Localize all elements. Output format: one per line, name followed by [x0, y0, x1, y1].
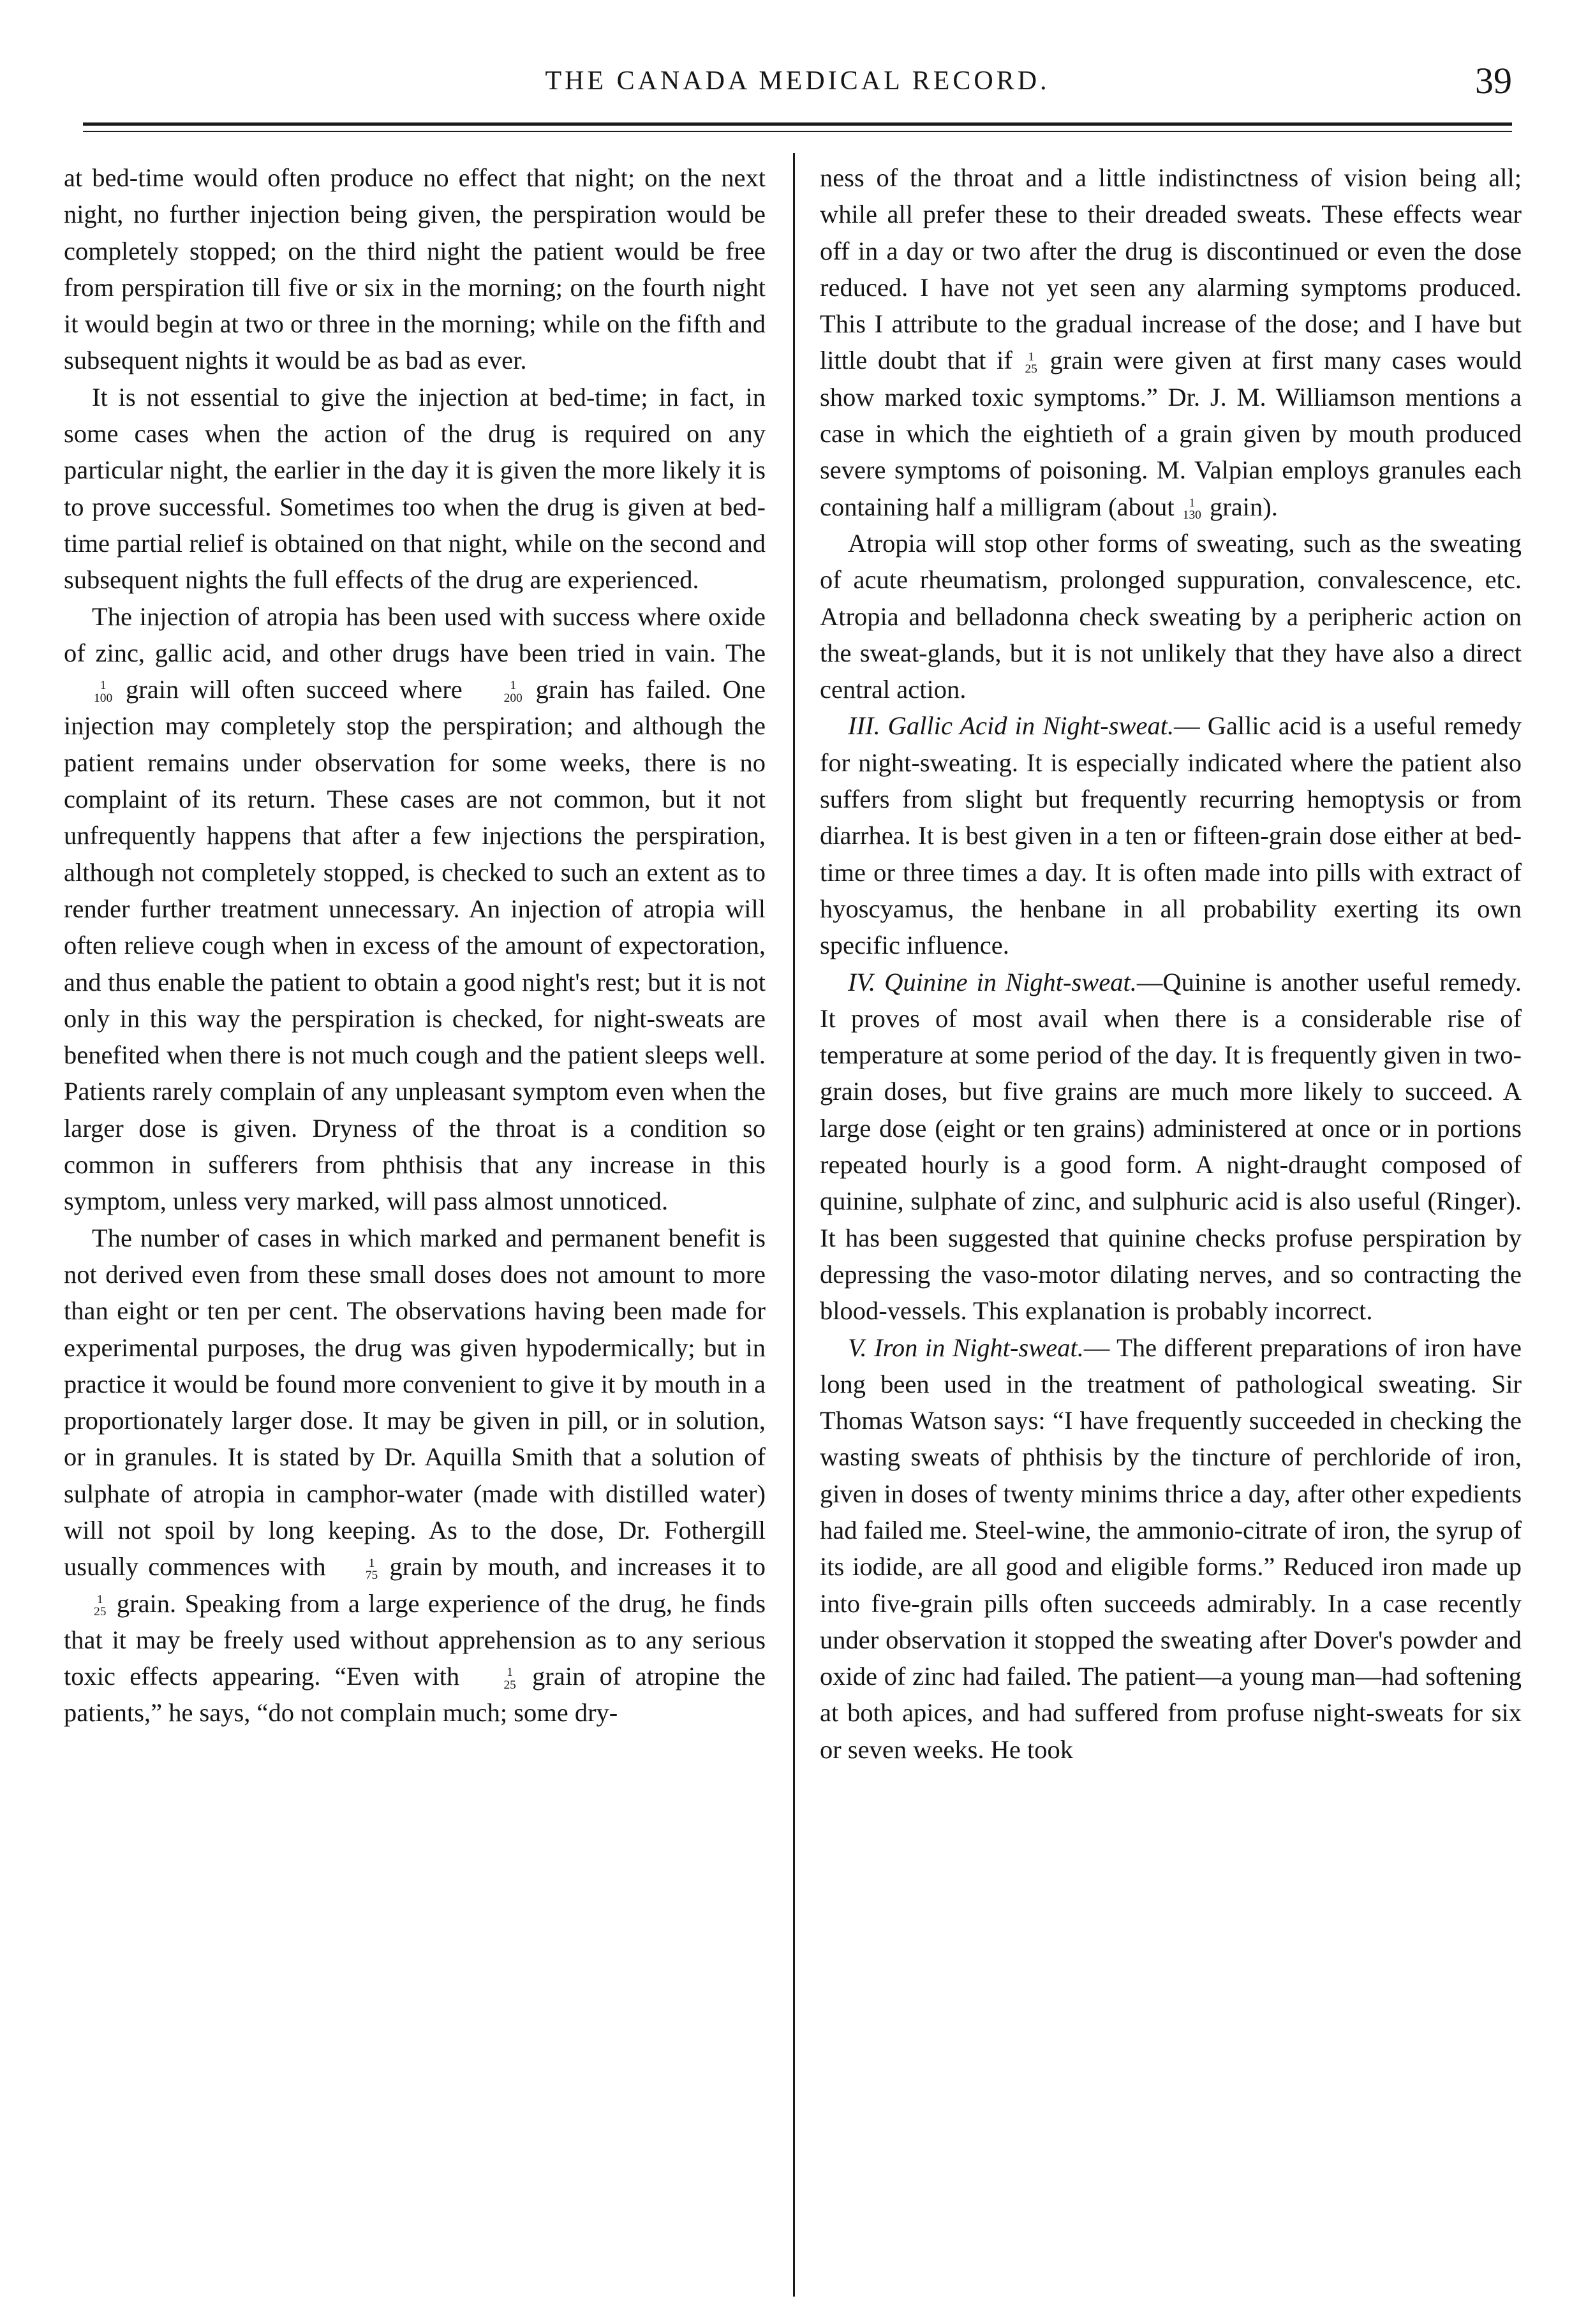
section-heading: IV. Quinine in Night-sweat. [848, 967, 1137, 996]
fraction-numerator: 1 [1189, 496, 1196, 510]
fraction-denominator: 25 [503, 1678, 516, 1692]
fraction-numerator: 1 [1028, 350, 1035, 364]
paragraph [820, 159, 1522, 525]
section-heading: V. Iron in Night-sweat. [848, 1333, 1084, 1362]
fraction-denominator: 25 [94, 1605, 107, 1619]
paragraph-text: grain has failed. One injection may completely stop the perspiration; and although the patient remains under observation for some weeks, there is no complaint of its return. These cases are not common, but it not unfrequently happens that after a few injections the perspiration, although not completely stopped, is checked to such an extent as to render further treatment unnecessary. An injection of atropia will often relieve cough when in excess of the amount of expectoration, and thus enable the patient to obtain a good night's rest; but it is not only in this way the perspiration is checked, for night-sweats are benefited when there is not much cough and the patient sleeps well. Patients rarely complain of any unpleasant symptom even when the larger dose is given. Dryness of the throat is a condition so common in sufferers from phthisis that any increase in this symptom, unless very marked, will pass almost unnoticed. [64, 675, 766, 1216]
paragraph-text: ness of the throat and a little indistinctness of vision being all; while all prefer these to their dreaded sweats. These effects wear off in a day or two after the drug is discontinued or even the dose reduced. I have not yet seen any alarming symptoms produced. This I attribute to the gradual increase of the dose; and I have but little doubt that if [820, 163, 1522, 375]
fraction [337, 1557, 378, 1582]
fraction-numerator: 1 [510, 679, 517, 693]
fraction [475, 1666, 515, 1691]
paragraph [820, 525, 1522, 707]
running-title: THE CANADA MEDICAL RECORD. [545, 66, 1050, 96]
fraction [66, 1594, 106, 1618]
paragraph-text: The number of cases in which marked and permanent benefit is not derived even from these small doses does not amount to more than eight or ten per cent. The observations having been made for experimental purposes, the drug was given hypodermically; but in practice it would be found more convenient to give it by mouth in a proportionately larger dose. It may be given in pill, or in solution, or in granules. It is stated by Dr. Aquilla Smith that a solution of sulphate of atropia in camphor-water (made with distilled water) will not spoil by long keeping. As to the dose, Dr. Fothergill usually commences with [64, 1223, 766, 1581]
paragraph [64, 1220, 766, 1731]
paragraph [64, 379, 766, 598]
section-heading: III. Gallic Acid in Night-sweat. [848, 711, 1175, 741]
fraction-numerator: 1 [368, 1556, 375, 1570]
paragraph [820, 964, 1522, 1329]
fraction-numerator: 1 [100, 679, 107, 693]
paragraph-text: grain of atropine the patients,” he says, “do not complain much; some dry- [64, 1662, 766, 1728]
fraction-denominator: 130 [1182, 508, 1201, 522]
fraction-denominator: 25 [1025, 362, 1037, 376]
fraction-denominator: 200 [503, 691, 523, 705]
fraction [1025, 351, 1037, 376]
paragraph-text: It is not essential to give the injection at bed-time; in fact, in some cases when the action of the drug is required on any particular night, the earlier in the day it is given the more likely it is to prove successful. Sometimes too when the drug is given at bed-time partial relief is obtained on that night, while on the second and subsequent nights the full effects of the drug are experienced. [64, 382, 766, 595]
paragraph-text: — The different preparations of iron have long been used in the treatment of pathological sweating. Sir Thomas Watson says: “I have frequently succeeded in checking the wasting sweats of phthisis by the tincture of perchloride of iron, given in doses of twenty minims thrice a day, after other expedients had failed me. Steel-wine, the ammonio-citrate of iron, the syrup of its iodide, are all good and eligible forms.” Reduced iron made up into five-grain pills often succeeds admirably. In a case recently under observation it stopped the sweating after Dover's powder and oxide of zinc had failed. The patient—a young man—had softening at both apices, and had suffered from profuse night-sweats for six or seven weeks. He took [820, 1333, 1522, 1764]
fraction [1183, 497, 1201, 522]
header-rule-thick [83, 122, 1512, 126]
paragraph-text: — Gallic acid is a useful remedy for night-sweating. It is especially indicated where the patient also suffers from slight but frequently recurring hemoptysis or from diarrhea. It is best given in a ten or fifteen-grain dose either at bed-time or three times a day. It is often made into pills with extract of hyoscyamus, the henbane in all probability exerting its own specific influence. [820, 711, 1522, 960]
paragraph-text: The injection of atropia has been used with success where oxide of zinc, gallic acid, and other drugs have been tried in vain. The [64, 602, 766, 667]
paragraph [64, 159, 766, 379]
fraction [66, 679, 112, 704]
page-header [83, 54, 1512, 108]
paragraph-text: grain). [1210, 492, 1278, 521]
paragraph-text: grain. Speaking from a large experience of the drug, he finds that it may be freely used without apprehension as to any serious toxic effects appearing. “Even with [64, 1588, 766, 1691]
fraction [476, 679, 523, 704]
fraction-denominator: 100 [94, 691, 113, 705]
column-divider [793, 153, 795, 2297]
paragraph [820, 1329, 1522, 1768]
paragraph-text: grain will often succeed where [125, 675, 463, 704]
fraction-numerator: 1 [96, 1592, 103, 1606]
paragraph [820, 707, 1522, 963]
paragraph-text: Atropia will stop other forms of sweating, such as the sweating of acute rheumatism, prolonged suppuration, convalescence, etc. Atropia and belladonna check sweating by a peripheric action on the sweat-glands, but it is not unlikely that they have also a direct central action. [820, 528, 1522, 704]
fraction-numerator: 1 [507, 1666, 514, 1680]
paragraph-text: grain were given at first many cases would show marked toxic symptoms.” Dr. J. M. Williamson mentions a case in which the eightieth of a grain given by mouth produced severe symptoms of poisoning. M. Valpian employs granules each containing half a milligram (about [820, 346, 1522, 521]
paragraph [64, 598, 766, 1220]
paragraph-text: at bed-time would often produce no effect that night; on the next night, no further injection being given, the perspiration would be completely stopped; on the third night the patient would be free from perspiration till five or six in the morning; on the fourth night it would begin at two or three in the morning; while on the fifth and subsequent nights it would be as bad as ever. [64, 163, 766, 375]
paragraph-text: grain by mouth, and increases it to [389, 1552, 766, 1581]
paragraph-text: —Quinine is another useful remedy. It proves of most avail when there is a considerable rise of temperature at some period of the day. It is frequently given in two-grain doses, but five grains are much more likely to succeed. A large dose (eight or ten grains) administered at once or in portions repeated hourly is a good form. A night-draught composed of quinine, sulphate of zinc, and sulphuric acid is also useful (Ringer). It has been suggested that quinine checks profuse perspiration by depressing the vaso-motor dilating nerves, and so contracting the blood-vessels. This explanation is probably incorrect. [820, 967, 1522, 1326]
header-rule-thin [83, 131, 1512, 132]
left-column [64, 159, 766, 1731]
right-column [820, 159, 1522, 1768]
fraction-denominator: 75 [365, 1568, 378, 1582]
page-number: 39 [1475, 60, 1512, 101]
